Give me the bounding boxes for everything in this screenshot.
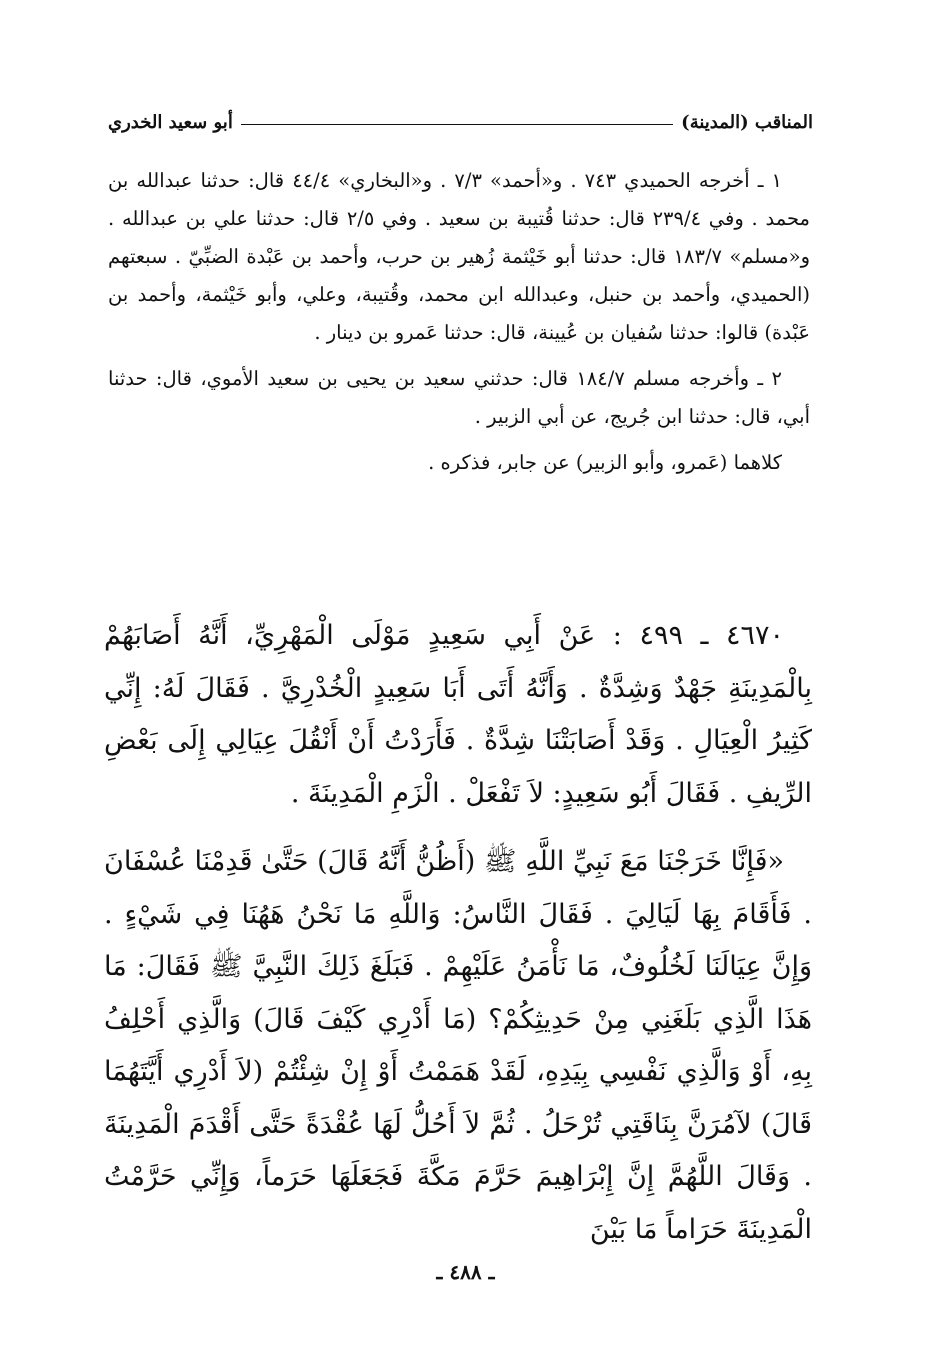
hadith-paragraph-1: ٤٦٧٠ ـ ٤٩٩ : عَنْ أَبِي سَعِيدٍ مَوْلَى الْمَهْرِيِّ، أَنَّهُ أَصَابَهُمْ بِالْمَدِينَةِ جَهْدٌ وَشِدَّةٌ . وَأَنَّهُ أَتَى أَبَا سَعِيدٍ الْخُدْرِيَّ . فَقَالَ لَهُ: إِنِّي كَثِيرُ الْعِيَالِ . وَقَدْ أَصَابَتْنَا شِدَّةٌ . فَأَرَدْتُ أَنْ أَنْقُلَ عِيَالِي إِلَى بَعْضِ الرِّيفِ . فَقَالَ أَبُو سَعِيدٍ: لاَ تَفْعَلْ . الْزَمِ الْمَدِينَةَ . xyxy=(104,620,812,809)
header-left-title: أبو سعيد الخدري xyxy=(108,112,233,133)
hadith-paragraph-2: «فَإِنَّا خَرَجْنَا مَعَ نَبِيِّ اللَّهِ ﷺ (أَظُنُّ أَنَّهُ قَالَ) حَتَّىٰ قَدِمْنَا عُسْفَانَ . فَأَقَامَ بِهَا لَيَالِيَ . فَقَالَ النَّاسُ: وَاللَّهِ مَا نَحْنُ هَهُنَا فِي شَيْءٍ . وَإِنَّ عِيَالَنَا لَخُلُوفٌ، مَا نَأْمَنُ عَلَيْهِمْ . فَبَلَغَ ذَلِكَ النَّبِيَّ ﷺ فَقَالَ: مَا هَذَا الَّذِي بَلَغَنِي مِنْ حَدِيثِكُمْ؟ (مَا أَدْرِي كَيْفَ قَالَ) وَالَّذِي أَحْلِفُ بِهِ، أَوْ وَالَّذِي نَفْسِي بِيَدِهِ، لَقَدْ هَمَمْتُ أَوْ إِنْ شِئْتُمْ (لاَ أَدْرِي أَيَّتَهُمَا قَالَ) لآمُرَنَّ بِنَاقَتِي تُرْحَلُ . ثُمَّ لاَ أَحُلُّ لَهَا عُقْدَةً حَتَّى أَقْدَمَ الْمَدِينَةَ . وَقَالَ اللَّهُمَّ إِنَّ إِبْرَاهِيمَ حَرَّمَ مَكَّةَ فَجَعَلَهَا حَرَماً، وَإِنِّي حَرَّمْتُ الْمَدِينَةَ حَرَاماً مَا بَيْنَ xyxy=(104,846,812,1245)
footnote-2: ٢ ـ وأخرجه مسلم ١٨٤/٧ قال: حدثني سعيد بن يحيى بن سعيد الأموي، قال: حدثنا أبي، قال: حدثنا ابن جُريج، عن أبي الزبير . xyxy=(108,367,810,428)
running-header xyxy=(108,98,813,132)
footnote-conclusion: كلاهما (عَمرو، وأبو الزبير) عن جابر، فذكره . xyxy=(428,451,782,474)
footnotes-section xyxy=(108,162,810,482)
footnote-1: ١ ـ أخرجه الحميدي ٧٤٣ . و«أحمد» ٧/٣ . و«البخاري» ٤٤/٤ قال: حدثنا عبدالله بن محمد . وفي ٢٣٩/٤ قال: حدثنا قُتيبة بن سعيد . وفي ٢/٥ قال: حدثنا علي بن عبدالله . و«مسلم» ١٨٣/٧ قال: حدثنا أبو خَيْثمة زُهير بن حرب، وأحمد بن عَبْدة الضبِّيّ . سبعتهم (الحميدي، وأحمد بن حنبل، وعبدالله ابن محمد، وقُتيبة، وعلي، وأبو خَيْثمة، وأحمد بن عَبْدة) قالوا: حدثنا سُفيان بن عُيينة، قال: حدثنا عَمرو بن دينار . xyxy=(108,169,810,344)
hadith-text xyxy=(104,610,812,1256)
page-number: ـ ٤٨٨ ـ xyxy=(436,1260,495,1284)
header-rule xyxy=(241,124,673,125)
header-right-title: المناقب (المدينة) xyxy=(681,112,813,133)
